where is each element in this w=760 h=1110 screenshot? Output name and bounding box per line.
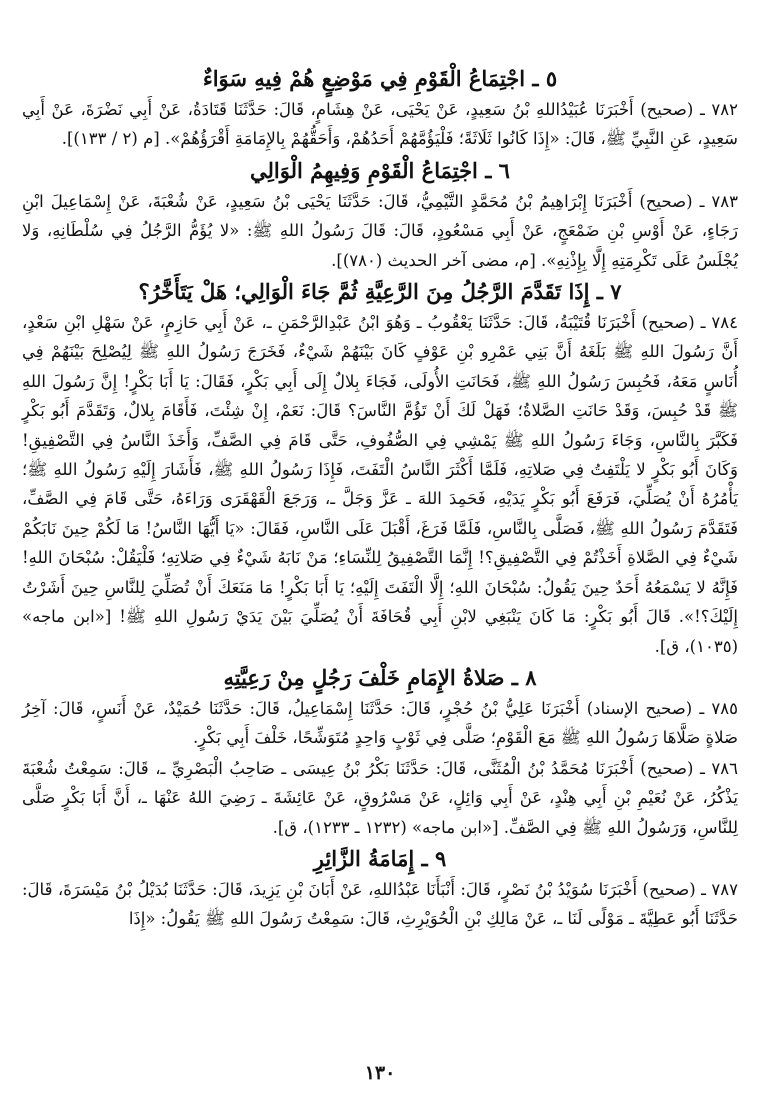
- section-heading: ٦ ـ اجْتِمَاعُ الْقَوْمِ وَفِيهِمُ الْوَالِي: [250, 157, 510, 183]
- section-heading: ٧ ـ إِذَا تَقَدَّمَ الرَّجُلُ مِنَ الرَّعِيَّةِ ثُمَّ جَاءَ الْوَالِي؛ هَلْ يَتَأَخَّرُ؟: [138, 279, 622, 305]
- section-8: [22, 663, 738, 842]
- hadith-paragraph: ٧٨٤ ـ (صحيح) أَخْبَرَنَا قُتَيْبَةُ، قَالَ: حَدَّثَنَا يَعْقُوبُ ـ وَهُوَ ابْنُ عَبْدِالرَّحْمَنِ ـ، عَنْ أَبِي حَازِمٍ، عَنْ سَهْلِ ابْنِ سَعْدٍ، أَنَّ رَسُولَ اللهِ ﷺ بَلَغَهُ أَنَّ بَنِي عَمْرِو بْنِ عَوْفٍ كَانَ بَيْنَهُمْ شَيْءٌ، فَخَرَجَ رَسُولُ اللهِ ﷺ لِيُصْلِحَ بَيْنَهُمْ فِي أُنَاسٍ مَعَهُ، فَحُبِسَ رَسُولُ اللهِ ﷺ، فَحَانَتِ الأُولَى، فَجَاءَ بِلالٌ إِلَى أَبِي بَكْرٍ، فَقَالَ: يَا أَبَا بَكْرٍ! إِنَّ رَسُولَ اللهِ ﷺ قَدْ حُبِسَ، وَقَدْ حَانَتِ الصَّلاةُ؛ فَهَلْ لَكَ أَنْ تَؤُمَّ النَّاسَ؟ قَالَ: نَعَمْ، إِنْ شِئْتَ، فَأَقَامَ بِلالٌ، وَتَقَدَّمَ أَبُو بَكْرٍ فَكَبَّرَ بِالنَّاسِ، وَجَاءَ رَسُولُ اللهِ ﷺ يَمْشِي فِي الصُّفُوفِ، حَتَّى قَامَ فِي الصَّفِّ، وَأَخَذَ النَّاسُ فِي التَّصْفِيقِ! وَكَانَ أَبُو بَكْرٍ لا يَلْتَفِتُ فِي صَلاتِهِ، فَلَمَّا أَكْثَرَ النَّاسُ الْتَفَتَ، فَإِذَا رَسُولُ اللهِ ﷺ، فَأَشَارَ إِلَيْهِ رَسُولُ اللهِ ﷺ؛ يَأْمُرُهُ أَنْ يُصَلِّيَ، فَرَفَعَ أَبُو بَكْرٍ يَدَيْهِ، فَحَمِدَ اللهَ ـ عَزَّ وَجَلَّ ـ، وَرَجَعَ الْقَهْقَرَى وَرَاءَهُ، حَتَّى قَامَ فِي الصَّفِّ، فَتَقَدَّمَ رَسُولُ اللهِ ﷺ، فَصَلَّى بِالنَّاسِ، فَلَمَّا فَرَغَ، أَقْبَلَ عَلَى النَّاسِ، فَقَالَ: «يَا أَيُّهَا النَّاسُ! مَا لَكُمْ حِينَ نَابَكُمْ شَيْءٌ فِي الصَّلاةِ أَخَذْتُمْ فِي التَّصْفِيقِ؟! إِنَّمَا التَّصْفِيقُ لِلنِّسَاءِ؛ مَنْ نَابَهُ شَيْءٌ فِي صَلاتِهِ؛ فَلْيَقُلْ: سُبْحَانَ اللهِ! فَإِنَّهُ لا يَسْمَعُهُ أَحَدٌ حِينَ يَقُولُ: سُبْحَانَ اللهِ؛ إِلَّا الْتَفَتَ إِلَيْهِ؛ يَا أَبَا بَكْرٍ! مَا مَنَعَكَ أَنْ تُصَلِّيَ لِلنَّاسِ حِينَ أَشَرْتُ إِلَيْكَ؟!». قَالَ أَبُو بَكْرٍ: مَا كَانَ يَنْبَغِي لابْنِ أَبِي قُحَافَةَ أَنْ يُصَلِّيَ بَيْنَ يَدَيْ رَسُولِ اللهِ ﷺ! [«ابن ماجه» (١٠٣٥)، ق].: [22, 313, 738, 656]
- section-9: [22, 844, 738, 934]
- section-heading: ٩ ـ إِمَامَةُ الزَّائِرِ: [313, 845, 447, 871]
- hadith-paragraph: ٧٨٧ ـ (صحيح) أَخْبَرَنَا سُوَيْدُ بْنُ نَصْرٍ، قَالَ: أَنْبَأَنَا عَبْدُاللهِ، عَنْ أَبَانَ بْنِ يَزِيدَ، قَالَ: حَدَّثَنَا بُدَيْلُ بْنُ مَيْسَرَةَ، قَالَ: حَدَّثَنَا أَبُو عَطِيَّةَ ـ مَوْلًى لَنَا ـ، عَنْ مَالِكِ بْنِ الْحُوَيْرِثِ، قَالَ: سَمِعْتُ رَسُولَ اللهِ ﷺ يَقُولُ: «إِذَا: [22, 879, 738, 929]
- hadith-paragraph: ٧٨٣ ـ (صحيح) أَخْبَرَنَا إِبْرَاهِيمُ بْنُ مُحَمَّدٍ التَّيْمِيُّ، قَالَ: حَدَّثَنَا يَحْيَى بْنُ سَعِيدٍ، عَنْ شُعْبَةَ، عَنْ إِسْمَاعِيلَ ابْنِ رَجَاءٍ، عَنْ أَوْسِ بْنِ ضَمْعَجٍ، عَنْ أَبِي مَسْعُودٍ، قَالَ: قَالَ رَسُولُ اللهِ ﷺ: «لا يُؤَمُّ الرَّجُلُ فِي سُلْطَانِهِ، وَلا يُجْلَسُ عَلَى تَكْرِمَتِهِ إِلَّا بِإِذْنِهِ». [م، مضى آخر الحديث (٧٨٠)].: [22, 191, 738, 270]
- hadith-paragraph: ٧٨٢ ـ (صحيح) أَخْبَرَنَا عُبَيْدُاللهِ بْنُ سَعِيدٍ، عَنْ يَحْيَى، عَنْ هِشَامٍ، قَالَ: حَدَّثَنَا قَتَادَةُ، عَنْ أَبِي نَضْرَةَ، عَنْ أَبِي سَعِيدٍ، عَنِ النَّبِيِّ ﷺ، قَالَ: «إِذَا كَانُوا ثَلَاثَةً؛ فَلْيَؤُمَّهُمْ أَحَدُهُمْ، وَأَحَقُّهُمْ بِالإِمَامَةِ أَقْرَؤُهُمْ». [م (٢ / ١٣٣)].: [22, 100, 738, 149]
- hadith-paragraph: ٧٨٦ ـ (صحيح) أَخْبَرَنَا مُحَمَّدُ بْنُ الْمُثَنَّى، قَالَ: حَدَّثَنَا بَكْرُ بْنُ عِيسَى ـ صَاحِبُ الْبَصْرِيِّ ـ، قَالَ: سَمِعْتُ شُعْبَةَ يَذْكُرُ، عَنْ نُعَيْمِ بْنِ أَبِي هِنْدٍ، عَنْ أَبِي وَائِلٍ، عَنْ مَسْرُوقٍ، عَنْ عَائِشَةَ ـ رَضِيَ اللهُ عَنْهَا ـ، أَنَّ أَبَا بَكْرٍ صَلَّى لِلنَّاسِ، وَرَسُولُ اللهِ ﷺ فِي الصَّفِّ. [«ابن ماجه» (١٢٣٢ ـ ١٢٣٣)، ق].: [22, 758, 738, 837]
- page-number: ١٣٠: [364, 1062, 396, 1084]
- section-7: [22, 277, 738, 661]
- section-heading: ٥ ـ اجْتِمَاعُ الْقَوْمِ فِي مَوْضِعٍ هُمْ فِيهِ سَوَاءٌ: [202, 66, 558, 91]
- hadith-paragraph: ٧٨٥ ـ (صحيح الإسناد) أَخْبَرَنَا عَلِيُّ بْنُ حُجْرٍ، قَالَ: حَدَّثَنَا إِسْمَاعِيلُ، قَالَ: حَدَّثَنَا حُمَيْدٌ، عَنْ أَنَسٍ، قَالَ: آخِرُ صَلاةٍ صَلَّاهَا رَسُولُ اللهِ ﷺ مَعَ الْقَوْمِ؛ صَلَّى فِي ثَوْبٍ وَاحِدٍ مُتَوَشِّحًا، خَلْفَ أَبِي بَكْرٍ.: [22, 698, 738, 748]
- section-5: [22, 64, 738, 154]
- section-heading: ٨ ـ صَلاةُ الإِمَامِ خَلْفَ رَجُلٍ مِنْ رَعِيَّتِهِ: [223, 664, 537, 690]
- section-6: [22, 156, 738, 275]
